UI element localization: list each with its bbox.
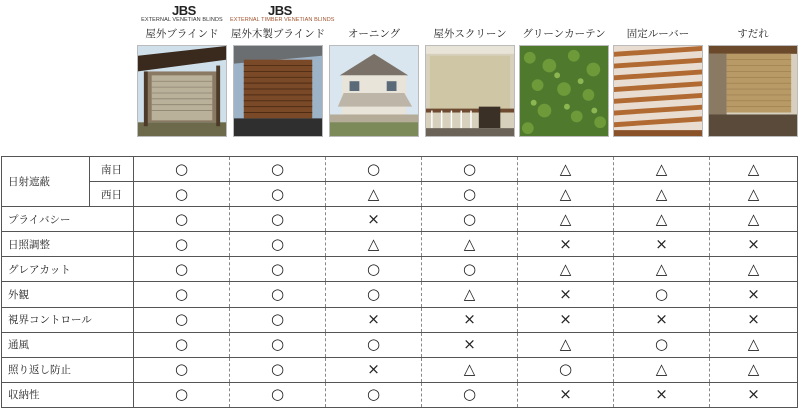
- column-outdoor-screen: [422, 0, 518, 150]
- rating-cell: ○: [134, 182, 230, 207]
- jbs-logo: [134, 4, 230, 24]
- rating-cell: ○: [230, 232, 326, 257]
- rating-cell: ○: [134, 232, 230, 257]
- row-label: 日照調整: [2, 232, 134, 257]
- product-photo: [137, 45, 227, 137]
- column-fixed-louver: [610, 0, 706, 150]
- rating-cell: ×: [518, 382, 614, 407]
- rating-cell: △: [614, 207, 710, 232]
- product-photo: [708, 45, 798, 137]
- row-label: 照り返し防止: [2, 357, 134, 382]
- rating-cell: △: [422, 232, 518, 257]
- row-label: 外観: [2, 282, 134, 307]
- rating-cell: △: [614, 182, 710, 207]
- rating-cell: ○: [230, 307, 326, 332]
- rating-cell: ×: [518, 232, 614, 257]
- rating-cell: △: [614, 357, 710, 382]
- rating-cell: ○: [134, 357, 230, 382]
- rating-cell: ×: [710, 282, 798, 307]
- rating-cell: ○: [326, 257, 422, 282]
- row-sublabel: 南日: [90, 157, 134, 182]
- rating-cell: ×: [518, 307, 614, 332]
- column-external-blinds: [134, 0, 230, 150]
- column-title: 屋外スクリーン: [433, 28, 507, 40]
- rating-cell: ×: [326, 207, 422, 232]
- jbs-timber-logo: [230, 3, 335, 24]
- rating-cell: ○: [134, 282, 230, 307]
- rating-cell: △: [710, 332, 798, 357]
- rating-cell: ×: [710, 307, 798, 332]
- rating-cell: ×: [326, 307, 422, 332]
- rating-cell: △: [518, 332, 614, 357]
- rating-cell: ○: [230, 357, 326, 382]
- rating-cell: ○: [422, 207, 518, 232]
- column-awning: [326, 0, 422, 150]
- rating-cell: ○: [326, 382, 422, 407]
- logo-subtitle: EXTERNAL VENETIAN BLINDS: [141, 17, 223, 23]
- column-title: 屋外ブラインド: [145, 28, 219, 40]
- rating-cell: ○: [230, 157, 326, 182]
- table-row: [2, 157, 798, 182]
- product-photo: [519, 45, 609, 137]
- product-photo: [233, 45, 323, 137]
- rating-cell: ○: [230, 182, 326, 207]
- rating-cell: ×: [326, 357, 422, 382]
- table-row: [2, 257, 798, 282]
- row-sublabel: 西日: [90, 182, 134, 207]
- column-title: 屋外木製ブラインド: [230, 28, 326, 40]
- rating-cell: ○: [422, 182, 518, 207]
- rating-cell: ○: [326, 157, 422, 182]
- rating-cell: ○: [422, 382, 518, 407]
- rating-cell: △: [326, 182, 422, 207]
- rating-cell: △: [710, 182, 798, 207]
- table-row: [2, 282, 798, 307]
- comparison-table: [1, 156, 798, 408]
- product-header: [0, 0, 800, 150]
- column-green-curtain: [516, 0, 612, 150]
- column-title: オーニング: [347, 28, 401, 40]
- rating-cell: ○: [134, 332, 230, 357]
- rating-cell: ×: [710, 382, 798, 407]
- logo-mark: JBS: [172, 3, 196, 18]
- rating-cell: △: [710, 357, 798, 382]
- rating-cell: ○: [230, 282, 326, 307]
- row-label: プライバシー: [2, 207, 134, 232]
- rating-cell: ○: [614, 332, 710, 357]
- rating-cell: △: [614, 157, 710, 182]
- rating-cell: ○: [134, 257, 230, 282]
- table-row: [2, 382, 798, 407]
- rating-cell: △: [518, 257, 614, 282]
- column-sudare: [705, 0, 800, 150]
- column-title: すだれ: [737, 28, 769, 40]
- rating-cell: ×: [614, 232, 710, 257]
- rating-cell: ○: [134, 207, 230, 232]
- rating-cell: ×: [422, 307, 518, 332]
- rating-cell: ×: [518, 282, 614, 307]
- rating-cell: △: [710, 157, 798, 182]
- rating-cell: △: [422, 357, 518, 382]
- product-photo: [329, 45, 419, 137]
- rating-cell: ○: [134, 157, 230, 182]
- rating-cell: ○: [230, 332, 326, 357]
- rating-cell: △: [518, 157, 614, 182]
- rating-cell: △: [614, 257, 710, 282]
- rating-cell: ○: [134, 307, 230, 332]
- table-row: [2, 332, 798, 357]
- rating-cell: △: [710, 257, 798, 282]
- table-row: [2, 232, 798, 257]
- table-row: [2, 307, 798, 332]
- table-row: [2, 357, 798, 382]
- rating-cell: △: [710, 207, 798, 232]
- rating-cell: ○: [614, 282, 710, 307]
- rating-cell: ×: [614, 382, 710, 407]
- row-label: 通風: [2, 332, 134, 357]
- table-row: [2, 182, 798, 207]
- rating-cell: ○: [230, 382, 326, 407]
- rating-cell: ×: [710, 232, 798, 257]
- product-photo: [613, 45, 703, 137]
- rating-cell: △: [518, 182, 614, 207]
- column-title: 固定ルーバー: [626, 28, 690, 40]
- rating-cell: ×: [614, 307, 710, 332]
- logo-mark: JBS: [268, 3, 292, 18]
- rating-cell: ○: [230, 207, 326, 232]
- row-label: グレアカット: [2, 257, 134, 282]
- rating-cell: ○: [134, 382, 230, 407]
- column-title: グリーンカーテン: [522, 28, 606, 40]
- rating-cell: ×: [422, 332, 518, 357]
- rating-cell: ○: [230, 257, 326, 282]
- row-label: 日射遮蔽: [2, 157, 90, 207]
- rating-cell: ○: [326, 282, 422, 307]
- rating-cell: ○: [422, 157, 518, 182]
- product-photo: [425, 45, 515, 137]
- column-external-timber-blinds: [230, 0, 335, 150]
- row-label: 視界コントロール: [2, 307, 134, 332]
- rating-cell: △: [518, 207, 614, 232]
- logo-subtitle: EXTERNAL TIMBER VENETIAN BLINDS: [230, 17, 335, 23]
- rating-cell: △: [422, 282, 518, 307]
- row-label: 収納性: [2, 382, 134, 407]
- rating-cell: ○: [422, 257, 518, 282]
- rating-cell: ○: [326, 332, 422, 357]
- table-row: [2, 207, 798, 232]
- rating-cell: ○: [518, 357, 614, 382]
- rating-cell: △: [326, 232, 422, 257]
